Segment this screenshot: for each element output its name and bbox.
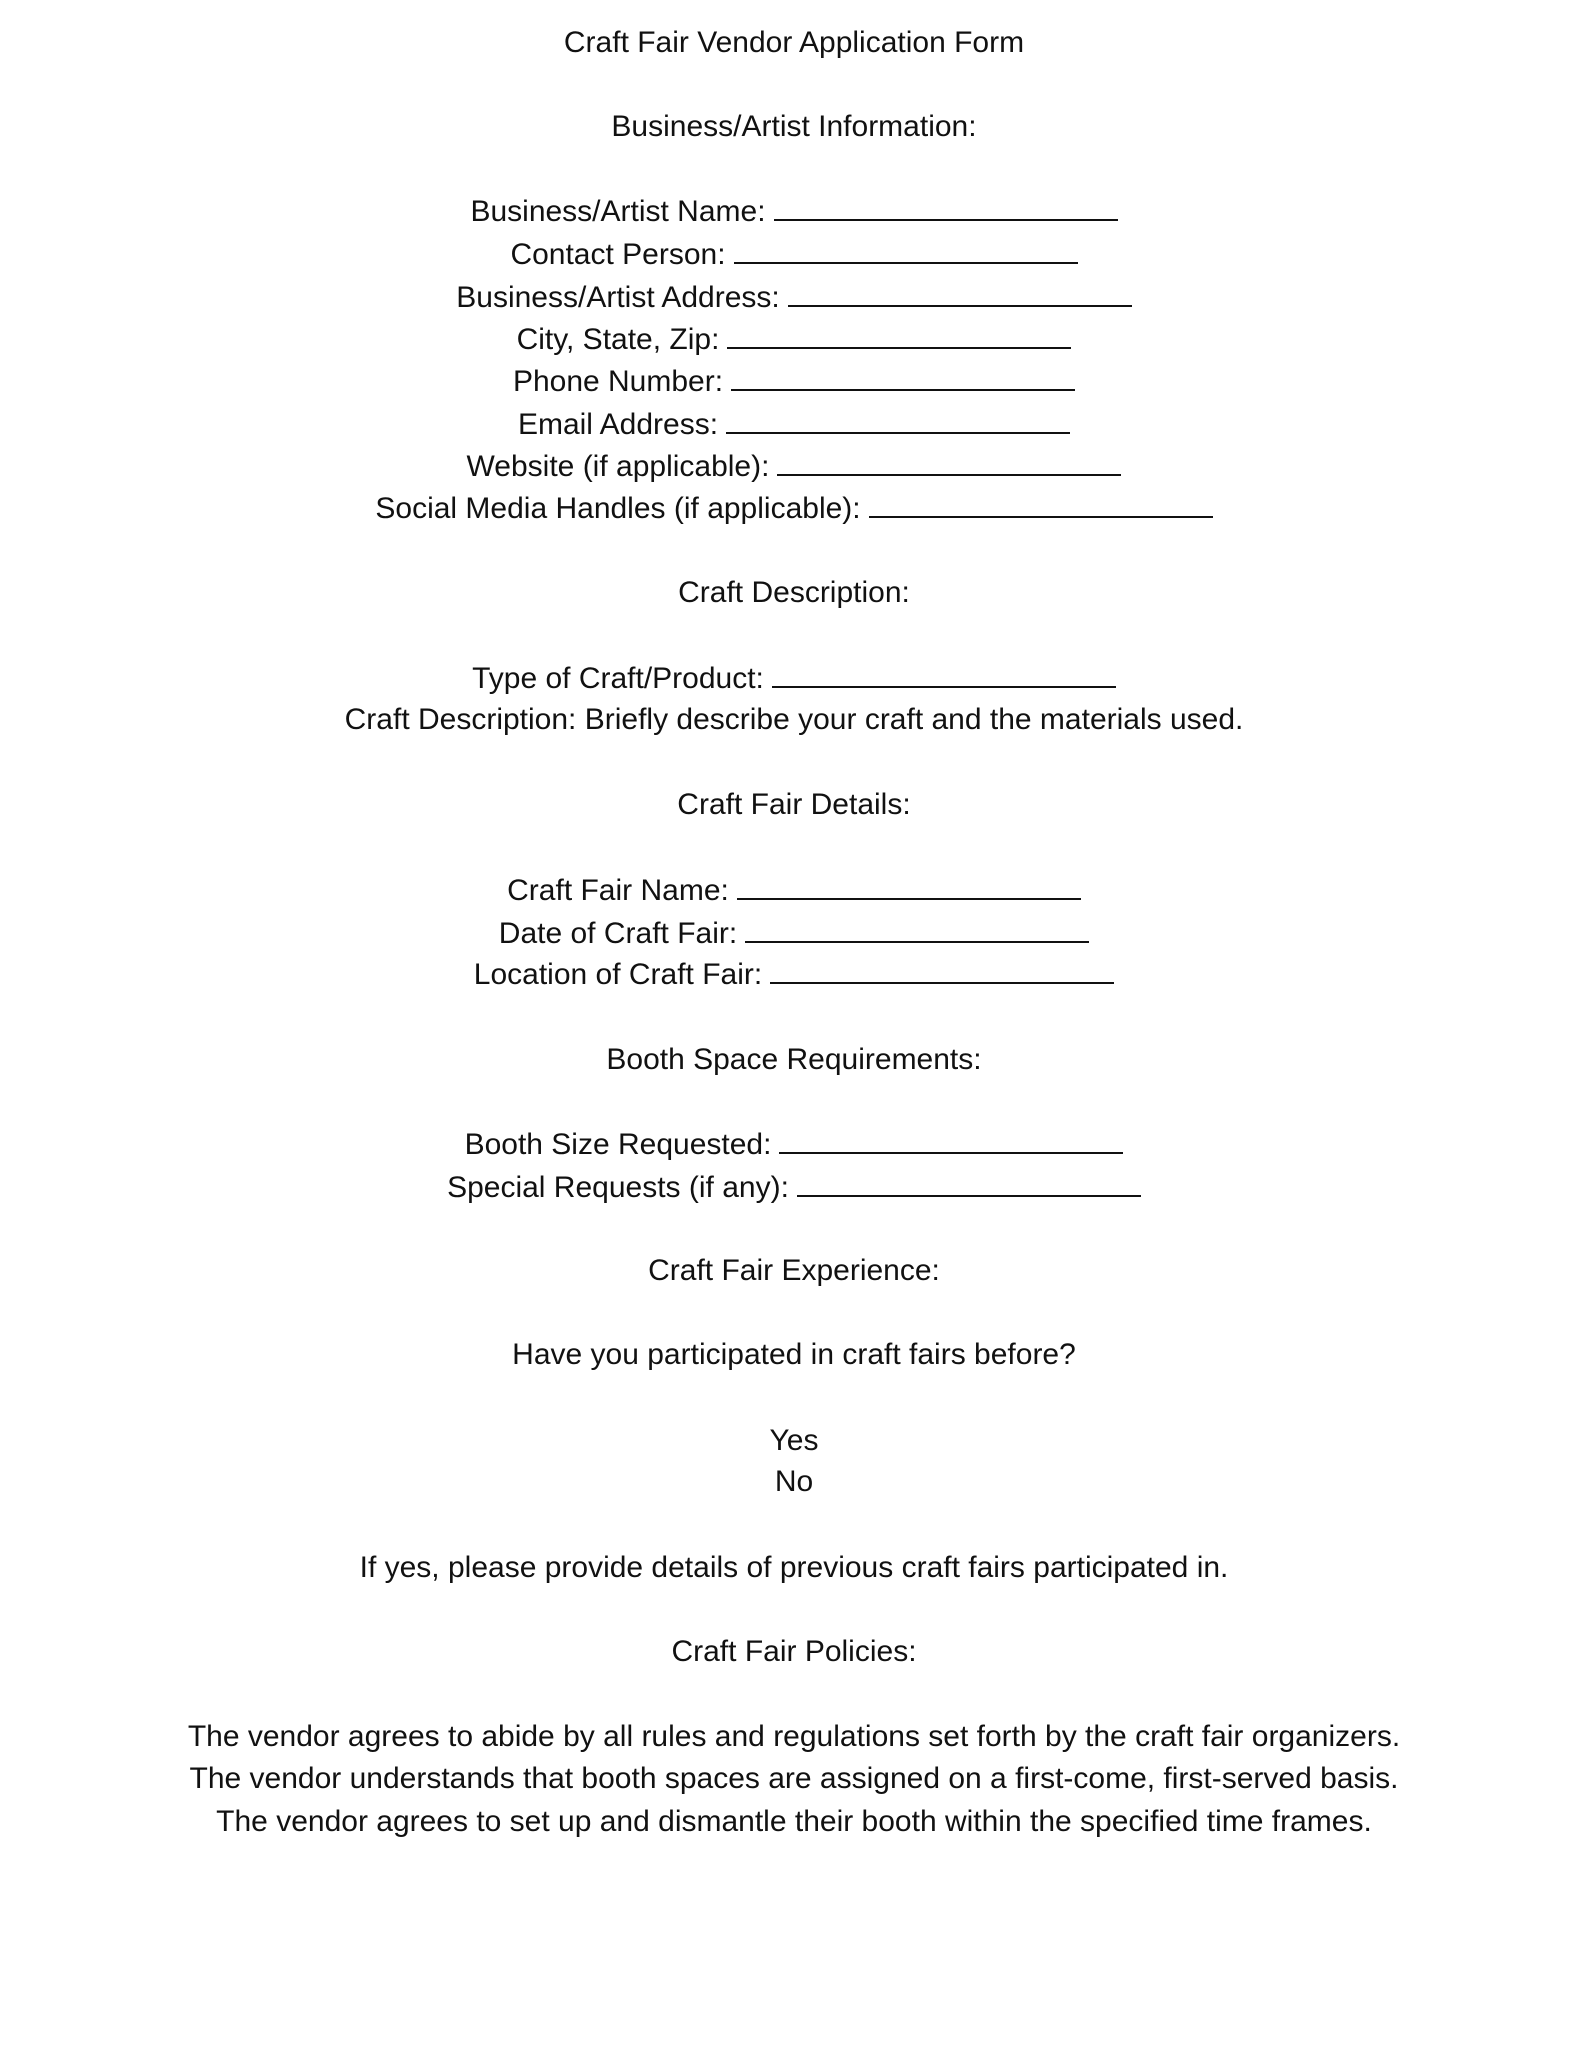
field-label: Location of Craft Fair: bbox=[473, 958, 763, 991]
field-website bbox=[0, 448, 1588, 485]
blank-line[interactable] bbox=[726, 406, 1070, 434]
blank-line[interactable] bbox=[774, 193, 1118, 221]
field-label: Business/Artist Address: bbox=[456, 281, 780, 314]
blank-line[interactable] bbox=[737, 872, 1081, 900]
option-no[interactable]: No bbox=[774, 1465, 814, 1498]
field-craft-type bbox=[0, 660, 1588, 697]
field-fair-date bbox=[0, 915, 1588, 952]
section-heading-booth: Booth Space Requirements: bbox=[606, 1043, 982, 1076]
field-label: Special Requests (if any): bbox=[447, 1171, 789, 1204]
section-heading-policies: Craft Fair Policies: bbox=[671, 1635, 917, 1668]
field-label: Booth Size Requested: bbox=[464, 1128, 772, 1161]
field-contact-person bbox=[0, 236, 1588, 273]
field-label: City, State, Zip: bbox=[516, 323, 720, 356]
form-title: Craft Fair Vendor Application Form bbox=[563, 26, 1025, 59]
experience-followup: If yes, please provide details of previous craft fairs participated in. bbox=[359, 1551, 1229, 1584]
field-fair-name bbox=[0, 872, 1588, 909]
option-yes[interactable]: Yes bbox=[769, 1424, 819, 1457]
blank-line[interactable] bbox=[734, 236, 1078, 264]
field-booth-size bbox=[0, 1126, 1588, 1163]
blank-line[interactable] bbox=[869, 490, 1213, 518]
field-label: Craft Fair Name: bbox=[507, 874, 729, 907]
blank-line[interactable] bbox=[777, 448, 1121, 476]
craft-description-prompt: Craft Description: Briefly describe your craft and the materials used. bbox=[344, 703, 1244, 736]
field-phone bbox=[0, 363, 1588, 400]
section-heading-craft: Craft Description: bbox=[678, 576, 910, 609]
blank-line[interactable] bbox=[779, 1126, 1123, 1154]
blank-line[interactable] bbox=[772, 660, 1116, 688]
field-label: Website (if applicable): bbox=[466, 450, 770, 483]
blank-line[interactable] bbox=[745, 915, 1089, 943]
experience-question: Have you participated in craft fairs before? bbox=[512, 1338, 1076, 1371]
field-fair-location bbox=[0, 956, 1588, 993]
field-label: Business/Artist Name: bbox=[470, 195, 766, 228]
field-city-state-zip bbox=[0, 321, 1588, 358]
field-label: Social Media Handles (if applicable): bbox=[375, 492, 861, 525]
field-business-address bbox=[0, 279, 1588, 316]
field-label: Type of Craft/Product: bbox=[472, 662, 764, 695]
field-label: Email Address: bbox=[517, 408, 719, 441]
field-special-requests bbox=[0, 1169, 1588, 1206]
field-social-media bbox=[0, 490, 1588, 527]
blank-line[interactable] bbox=[797, 1169, 1141, 1197]
policy-item: The vendor agrees to abide by all rules and regulations set forth by the craft fair organizers. bbox=[187, 1720, 1401, 1753]
blank-line[interactable] bbox=[727, 321, 1071, 349]
field-label: Phone Number: bbox=[512, 365, 724, 398]
blank-line[interactable] bbox=[731, 363, 1075, 391]
field-business-name bbox=[0, 193, 1588, 230]
section-heading-business: Business/Artist Information: bbox=[611, 110, 977, 143]
blank-line[interactable] bbox=[770, 956, 1114, 984]
blank-line[interactable] bbox=[788, 279, 1132, 307]
field-label: Contact Person: bbox=[510, 238, 726, 271]
section-heading-fair: Craft Fair Details: bbox=[677, 788, 911, 821]
field-label: Date of Craft Fair: bbox=[498, 917, 738, 950]
policy-item: The vendor understands that booth spaces are assigned on a first-come, first-served basis. bbox=[189, 1762, 1399, 1795]
field-email bbox=[0, 406, 1588, 443]
section-heading-experience: Craft Fair Experience: bbox=[648, 1254, 940, 1287]
policy-item: The vendor agrees to set up and dismantle their booth within the specified time frames. bbox=[216, 1805, 1372, 1838]
